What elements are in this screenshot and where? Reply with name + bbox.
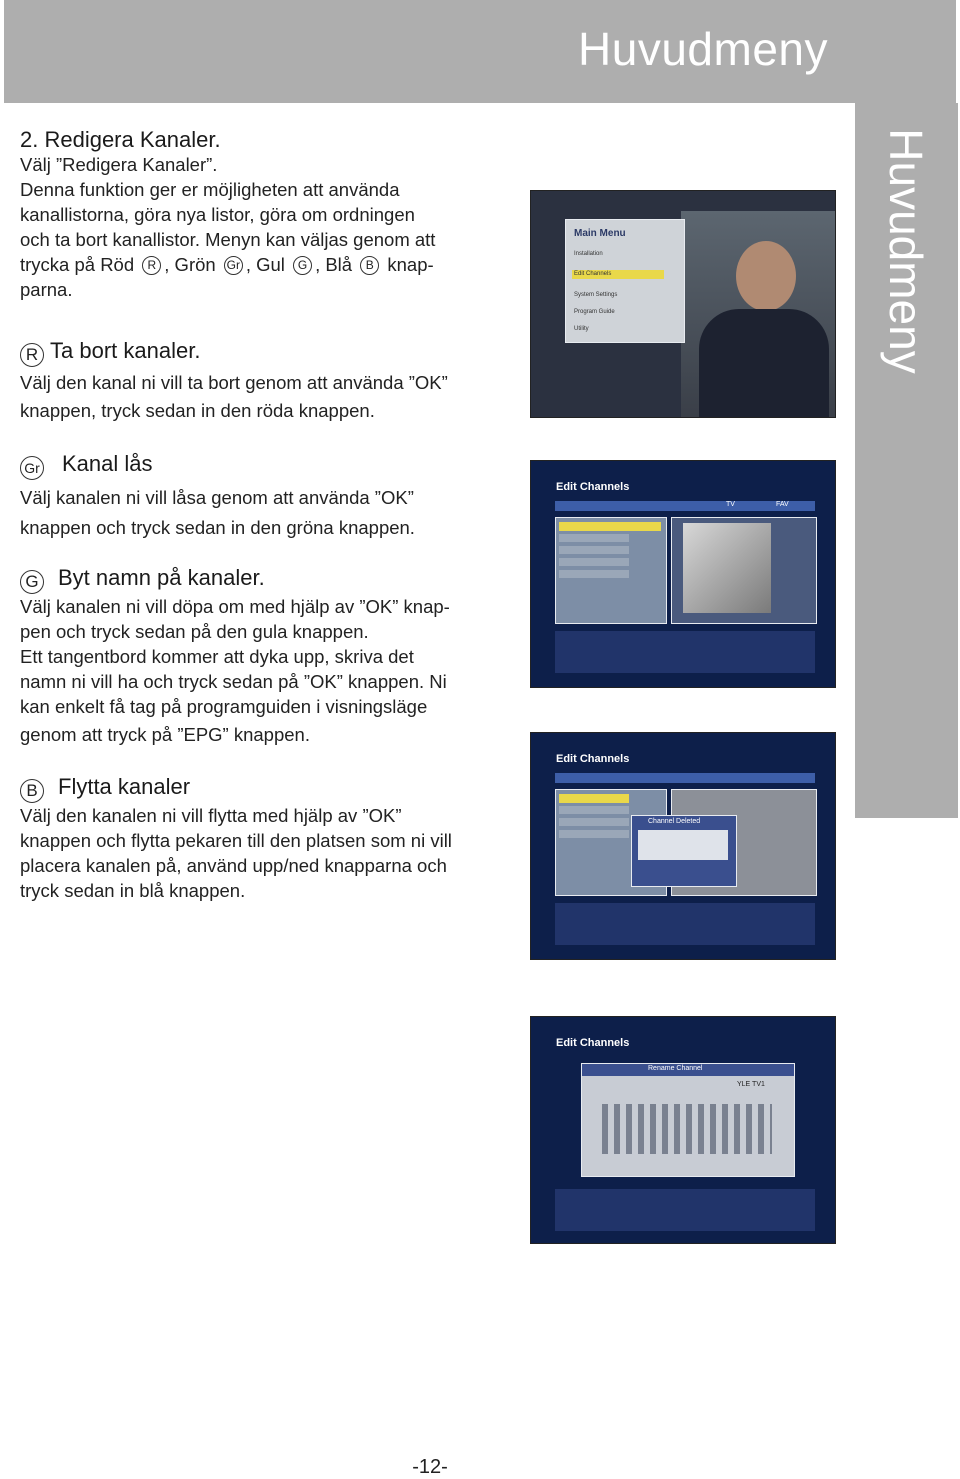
- intro-line: parna.: [20, 279, 73, 300]
- delete-section: R Ta bort kanaler. Välj den kanal ni vill ta bort genom att använda ”OK” knappen, tryck sedan in den röda knappen.: [20, 338, 448, 421]
- menu-item: System Settings: [574, 292, 618, 298]
- screen-title: Edit Channels: [556, 1037, 630, 1049]
- section-title: Flytta kanaler: [58, 774, 191, 799]
- main-menu-panel: [565, 219, 685, 343]
- menu-item: Utility: [574, 326, 589, 332]
- intro-line: kanallistorna, göra nya listor, göra om ordningen: [20, 204, 415, 225]
- rename-section: G Byt namn på kanaler. Välj kanalen ni vill döpa om med hjälp av ”OK” knap- pen och tryck sedan på den gula knappen. Ett tangentbord kommer att dyka upp, skriva det namn ni vill ha och tryck sedan på ”OK” knappen. Ni kan enkelt få tag på programguiden i visningsläge genom att tryck på ”EPG” knappen.: [20, 565, 450, 745]
- edit-channels-screenshot: Edit Channels TV FAV: [530, 460, 836, 688]
- video-preview: [683, 523, 771, 613]
- section-title: Ta bort kanaler: [50, 338, 195, 363]
- lock-section: [20, 451, 415, 540]
- keyboard-dialog: Rename Channel YLE TV1: [581, 1063, 795, 1177]
- person-body: [699, 309, 829, 418]
- red-key-icon: R: [20, 343, 44, 367]
- body-line: knappen och flytta pekaren till den platsen som ni vill: [20, 830, 452, 851]
- body-line: placera kanalen på, använd upp/ned knapparna och: [20, 855, 447, 876]
- body-line: pen och tryck sedan på den gula knappen.: [20, 621, 369, 642]
- move-section: [20, 774, 452, 903]
- body-line: Välj den kanalen ni vill flytta med hjälp av ”OK”: [20, 805, 402, 826]
- red-key-icon: R: [142, 256, 161, 275]
- blue-key-icon: B: [360, 256, 379, 275]
- side-tab: [855, 103, 958, 818]
- menu-item: Installation: [574, 251, 603, 257]
- page-header: [4, 0, 956, 103]
- rename-channel-screenshot: [530, 1016, 836, 1244]
- person-head: [736, 241, 796, 311]
- blue-key-icon: B: [20, 779, 44, 803]
- body-line: Välj kanalen ni vill låsa genom att använda ”OK”: [20, 487, 414, 508]
- intro-line: Välj ”Redigera Kanaler”.: [20, 154, 218, 175]
- screen-title: Edit Channels: [556, 753, 630, 765]
- body-line: knappen, tryck sedan in den röda knappen.: [20, 400, 375, 421]
- header-title: Huvudmeny: [578, 23, 828, 75]
- menu-item: Program Guide: [574, 309, 615, 315]
- green-key-icon: Gr: [20, 456, 44, 480]
- channel-dialog: Channel Deleted: [631, 815, 737, 887]
- screen-title: Edit Channels: [556, 481, 630, 493]
- body-line: kan enkelt få tag på programguiden i visningsläge: [20, 696, 428, 717]
- yellow-key-icon: G: [293, 256, 312, 275]
- body-line: tryck sedan in blå knappen.: [20, 880, 246, 901]
- intro-line-buttons: trycka på Röd R , Grön Gr , Gul G , Blå B knap-: [20, 254, 434, 275]
- main-menu-screenshot: [530, 190, 836, 418]
- section-title: 2. Redigera Kanaler.: [20, 127, 221, 152]
- green-key-icon: Gr: [224, 256, 243, 275]
- menu-item-selected: Edit Channels: [574, 271, 612, 277]
- yellow-key-icon: G: [20, 570, 44, 594]
- body-line: namn ni vill ha och tryck sedan på ”OK” knappen. Ni: [20, 671, 447, 692]
- section-title: Kanal lås: [62, 451, 153, 476]
- delete-channel-screenshot: [530, 732, 836, 960]
- intro-line: Denna funktion ger er möjligheten att använda: [20, 179, 400, 200]
- intro-line: och ta bort kanallistor. Menyn kan väljas genom att: [20, 229, 436, 250]
- section-title: Byt namn på kanaler: [58, 565, 259, 590]
- body-line: Välj kanalen ni vill döpa om med hjälp av ”OK” knap-: [20, 596, 450, 617]
- main-menu-title: Main Menu: [574, 228, 626, 239]
- body-line: genom att tryck på ”EPG” knappen.: [20, 724, 310, 745]
- intro-section: [20, 127, 435, 302]
- side-tab-label: Huvudmeny: [880, 128, 932, 374]
- body-line: Ett tangentbord kommer att dyka upp, skriva det: [20, 646, 414, 667]
- body-line: knappen och tryck sedan in den gröna knappen.: [20, 517, 415, 538]
- page-number: -12-: [412, 1456, 448, 1478]
- body-line: Välj den kanal ni vill ta bort genom att använda ”OK”: [20, 372, 448, 393]
